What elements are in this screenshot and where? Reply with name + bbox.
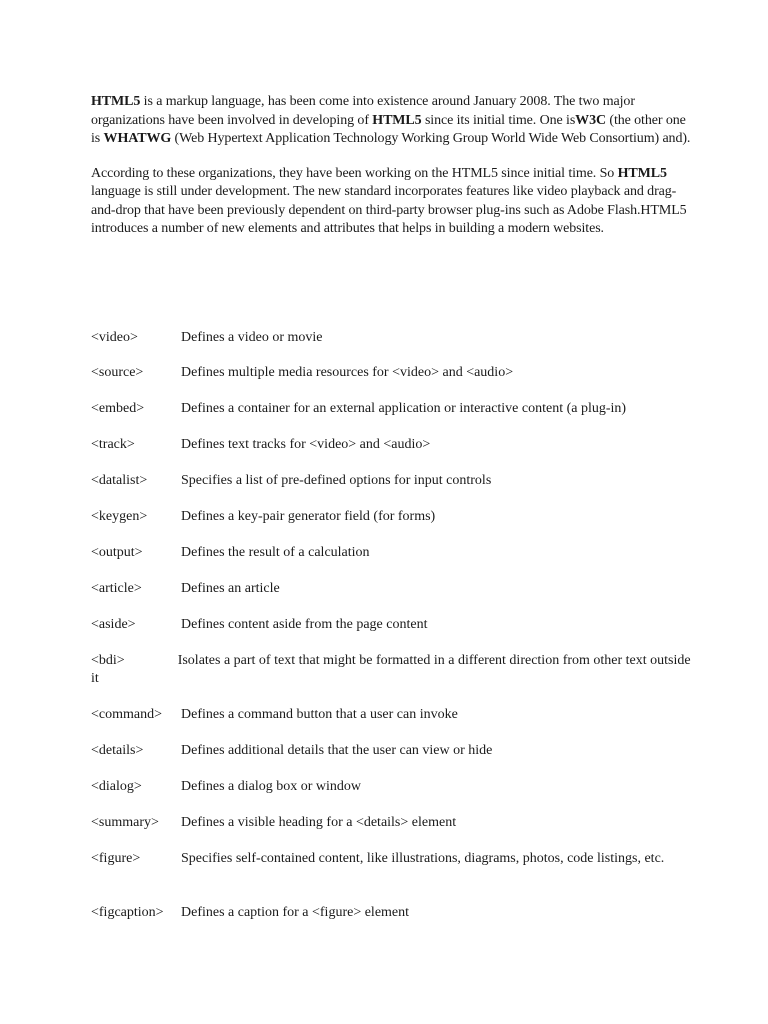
element-description: Defines a caption for a <figure> element <box>181 905 410 920</box>
element-description: Defines the result of a calculation <box>181 545 370 560</box>
definition-row <box>91 508 691 526</box>
element-description: Defines a video or movie <box>181 330 323 345</box>
intro-p2-run: HTML5 <box>617 165 667 181</box>
element-description: Specifies a list of pre-defined options for input controls <box>181 473 492 488</box>
element-description: Defines a command button that a user can invoke <box>181 707 458 722</box>
element-description: Defines content aside from the page content <box>181 617 428 632</box>
element-tag: <summary> <box>91 815 159 830</box>
element-tag: <command> <box>91 707 162 722</box>
definition-row <box>91 472 691 490</box>
intro-p1-run: HTML5 <box>372 112 422 128</box>
element-description: Defines an article <box>181 581 280 596</box>
element-tag: <keygen> <box>91 509 148 524</box>
element-description: Defines text tracks for <video> and <audio> <box>181 437 431 452</box>
definition-row <box>91 850 691 868</box>
intro-p1-run: is a markup language, has been come into existence around January 2008. The two major organizations have been involved in developing of <box>91 94 635 128</box>
element-tag: <bdi> <box>91 653 125 668</box>
element-tag: <details> <box>91 743 144 758</box>
element-description: Isolates a part of text that might be formatted in a different direction from other text outside it <box>91 653 691 686</box>
intro-p1-run: W3C <box>575 112 606 128</box>
definition-row <box>91 364 691 382</box>
definition-row <box>91 742 691 760</box>
intro-p1-run: WHATWG <box>103 131 172 146</box>
element-tag: <track> <box>91 437 135 452</box>
intro-p1-run: (Web Hypertext Application Technology Working Group World Wide Web Consortium) and). <box>171 131 691 146</box>
element-description: Specifies self-contained content, like illustrations, diagrams, photos, code listings, etc. <box>181 851 665 866</box>
definition-row <box>91 778 691 796</box>
element-tag: <aside> <box>91 617 136 632</box>
definition-row <box>91 904 691 922</box>
definition-row <box>91 400 691 418</box>
intro-p2-run: According to these organizations, they have been working on the HTML5 since initial time. So <box>91 165 618 181</box>
definition-row <box>91 436 691 454</box>
intro-p2-run: language is still under development. The new standard incorporates features like video playback and drag-and-drop that have been previously dependent on third-party browser plug-ins such as Adobe Flash.HTML5 introduces a number of new elements and attributes that helps in building a modern websites. <box>91 184 687 236</box>
element-description: Defines multiple media resources for <video> and <audio> <box>181 365 514 380</box>
element-tag: <datalist> <box>91 473 148 488</box>
definition-row <box>91 616 691 634</box>
element-tag: <embed> <box>91 401 145 416</box>
intro-p1-run: (the other one is <box>91 112 686 146</box>
definition-row <box>91 652 691 688</box>
element-tag: <dialog> <box>91 779 142 794</box>
element-tag: <figure> <box>91 851 141 866</box>
element-tag: <video> <box>91 330 138 345</box>
intro-p1-run: since its initial time. One is <box>421 112 576 128</box>
element-description: Defines a container for an external application or interactive content (a plug-in) <box>181 401 627 416</box>
definition-row <box>91 706 691 724</box>
document-body <box>91 93 691 239</box>
intro-paragraph-2 <box>91 165 691 239</box>
definition-row <box>91 544 691 562</box>
intro-p1-run: HTML5 <box>91 94 141 109</box>
definition-row <box>91 814 691 832</box>
element-tag: <output> <box>91 545 143 560</box>
element-description: Defines a dialog box or window <box>181 779 362 794</box>
element-description: Defines a key-pair generator field (for forms) <box>181 509 436 524</box>
element-tag: <article> <box>91 581 142 596</box>
definition-row <box>91 329 691 347</box>
definition-row <box>91 580 691 598</box>
element-tag: <source> <box>91 365 144 380</box>
element-description: Defines additional details that the user can view or hide <box>181 743 493 758</box>
intro-paragraph-1 <box>91 93 691 149</box>
element-description: Defines a visible heading for a <details> element <box>181 815 457 830</box>
element-tag: <figcaption> <box>91 905 164 920</box>
